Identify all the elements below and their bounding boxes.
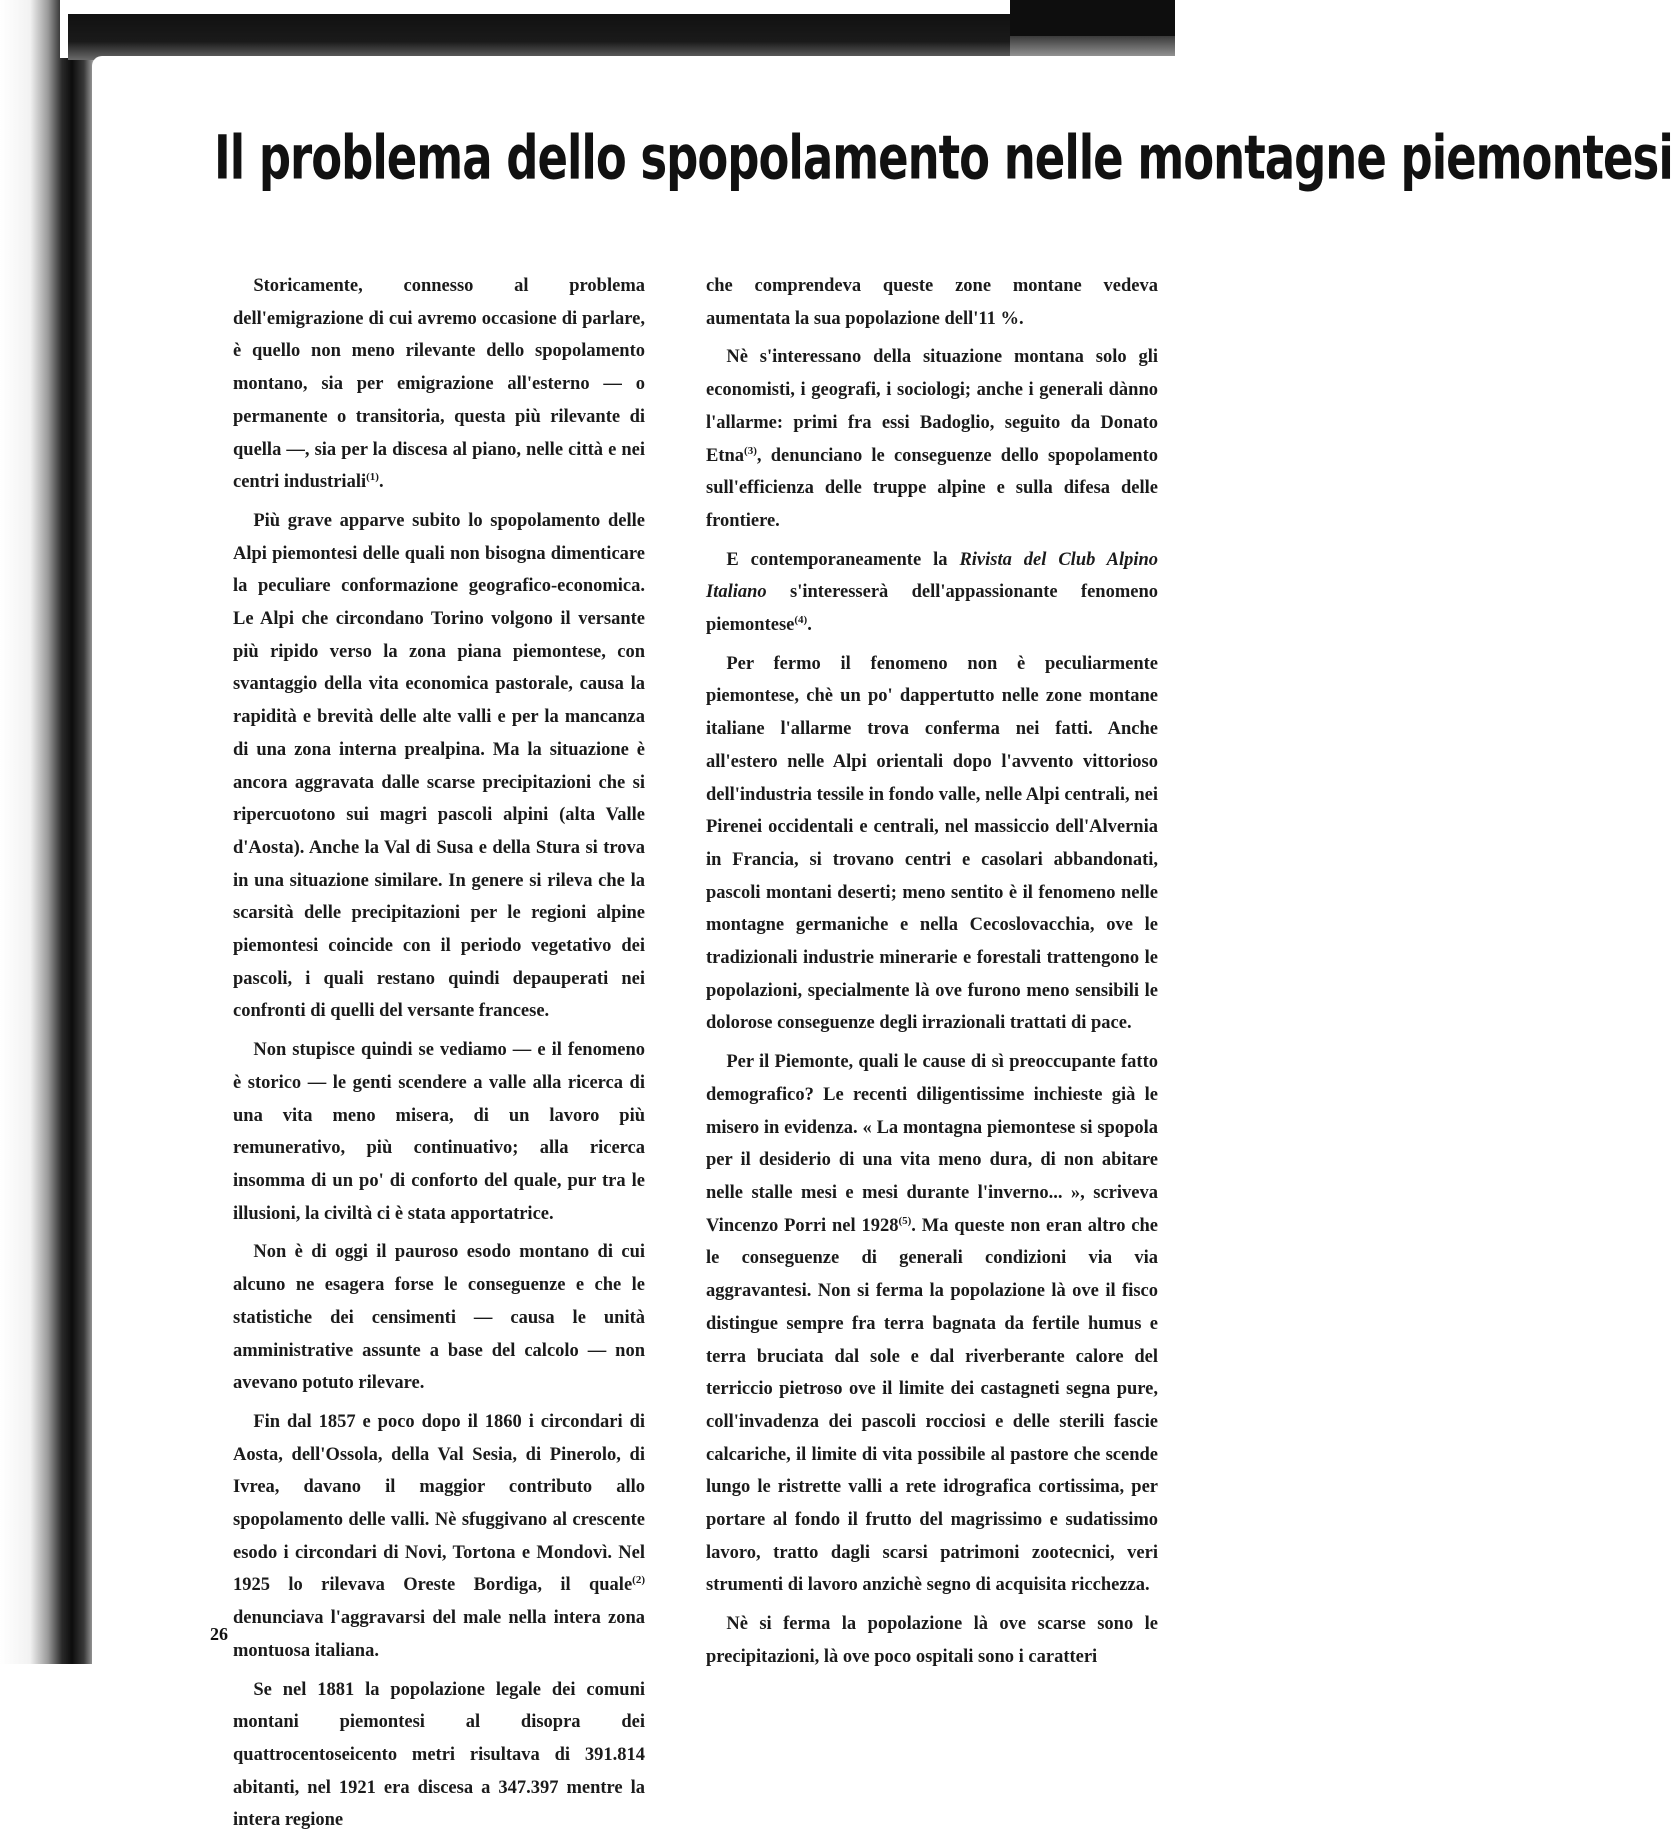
paragraph: Fin dal 1857 e poco dopo il 1860 i circondari di Aosta, dell'Ossola, della Val Sesia, di Pinerolo, di Ivrea, davano il maggior contributo allo spopolamento delle valli. Nè sfuggivano al crescente esodo i circondari di Novi, Tortona e Mondovì. Nel 1925 lo rilevava Oreste Bordiga, il quale$^{(2)}$ denunciava l'aggravarsi del male nella intera zona montuosa italiana. bbox=[233, 1411, 645, 1661]
paragraph: Non è di oggi il pauroso esodo montano di cui alcuno ne esagera forse le conseguenze e che le statistiche dei censimenti — causa le unità amministrative assunte a base del calcolo — non avevano potuto rilevare. bbox=[233, 1242, 645, 1394]
footnote-mark: (4) bbox=[794, 613, 808, 626]
paragraph: Non stupisce quindi se vediamo — e il fenomeno è storico — le genti scendere a valle alla ricerca di una vita meno misera, di un lavoro più remunerativo, più continuativo; alla ricerca insomma di un po' di conforto del quale, pur tra le illusioni, la civiltà ci è stata apportatrice. bbox=[233, 1040, 645, 1224]
left-column bbox=[233, 270, 645, 1837]
footnote-mark: (5) bbox=[898, 1214, 912, 1227]
paragraph: Per il Piemonte, quali le cause di sì preoccupante fatto demografico? Le recenti diligentissime inchieste già le misero in evidenza. « La montagna piemontese si spopola per il desiderio di una vita meno dura, di non abitare nelle stalle mesi e mesi durante l'inverno... », scriveva Vincenzo Porri nel 1928$^{(5)}$. Ma queste non eran altro che le conseguenze di generali condizioni via via aggravantesi. Non si ferma la popolazione là ove il fisco distingue sempre fra terra bagnata da fertile humus e terra bruciata dal sole e dal riverberante calore del terriccio pietroso ove il limite dei castagneti segna pure, coll'invadenza dei pascoli rocciosi e delle sterili fascie calcariche, il limite di vita possibile al pastore che scende lungo le ristrette valli a rete idrografica cortissima, per portare al fondo il frutto del magrissimo e sudatissimo lavoro, tratto dagli scarsi patrimoni zootecnici, veri strumenti di lavoro anzichè segno di acquisita ricchezza. bbox=[706, 1052, 1158, 1596]
paragraph: E contemporaneamente la Rivista del Club Alpino Italiano s'interesserà dell'appassionante fenomeno piemontese$^{(4)}$. bbox=[706, 549, 1159, 636]
paragraph: che comprendeva queste zone montane vedeva aumentata la sua popolazione dell'11 %. bbox=[706, 276, 1158, 329]
article-title: Il problema dello spopolamento nelle montagne piemontesi bbox=[214, 122, 1673, 194]
footnote-mark: (1) bbox=[366, 471, 379, 484]
paragraph: Per fermo il fenomeno non è peculiarmente piemontese, chè un po' dappertutto nelle zone montane italiane l'allarme trova conferma nei fatti. Anche all'estero nelle Alpi orientali dopo l'avvento vittorioso dell'industria tessile in fondo valle, nelle Alpi centrali, nei Pirenei occidentali e centrali, nel massiccio dell'Alvernia in Francia, si trovano centri e casolari abbandonati, pascoli montani deserti; meno sentito è il fenomeno nelle montagne germaniche e nella Cecoslovacchia, ove le tradizionali industrie minerarie e forestali trattengono le popolazioni, specialmente là ove furono meno sensibili le dolorose conseguenze degli irrazionali trattati di pace. bbox=[706, 653, 1158, 1034]
paragraph: Nè s'interessano della situazione montana solo gli economisti, i geografi, i sociologi; anche i generali dànno l'allarme: primi fra essi Badoglio, seguito da Donato Etna$^{(3)}$, denunciano le conseguenze dello spopolamento sull'efficienza delle truppe alpine e sulla difesa delle frontiere. bbox=[706, 347, 1158, 531]
page-number: 26 bbox=[210, 1624, 228, 1644]
scan-top-shadow bbox=[68, 14, 1014, 60]
paragraph: Storicamente, connesso al problema dell'emigrazione di cui avremo occasione di parlare, è quello non meno rilevante dello spopolamento montano, sia per emigrazione all'esterno — o permanente o transitoria, questa più rilevante di quella —, sia per la discesa al piano, nelle città e nei centri industriali$^{(1)}$. bbox=[233, 276, 645, 493]
footnote-mark: (3) bbox=[744, 444, 757, 457]
footnote-mark: (2) bbox=[632, 1574, 645, 1587]
paragraph: Più grave apparve subito lo spopolamento delle Alpi piemontesi delle quali non bisogna dimenticare la peculiare conformazione geografico-economica. Le Alpi che circondano Torino volgono il versante più ripido verso la zona piana piemontese, con svantaggio della vita economica pastorale, causa la rapidità e brevità delle alte valli e per la mancanza di una zona interna prealpina. Ma la situazione è ancora aggravata dalle scarse precipitazioni che si ripercuotono sui magri pascoli alpini (alta Valle d'Aosta). Anche la Val di Susa e della Stura si trova in una situazione similare. In genere si rileva che la scarsità delle precipitazioni per le regioni alpine piemontesi coincide con il periodo vegetativo dei pascoli, i quali restano quindi depauperati nei confronti di quelli del versante francese. bbox=[233, 510, 645, 1022]
paragraph: Se nel 1881 la popolazione legale dei comuni montani piemontesi al disopra dei quattrocentoseicento metri risultava di 391.814 abitanti, nel 1921 era discesa a 347.397 mentre la intera regione bbox=[233, 1679, 645, 1831]
paragraph: Nè si ferma la popolazione là ove scarse sono le precipitazioni, là ove poco ospitali sono i caratteri bbox=[706, 1614, 1158, 1667]
scan-corner-shadow bbox=[1010, 0, 1175, 36]
journal-title: Rivista del Club Alpino Italiano bbox=[706, 549, 1159, 603]
right-column bbox=[706, 270, 1158, 1674]
